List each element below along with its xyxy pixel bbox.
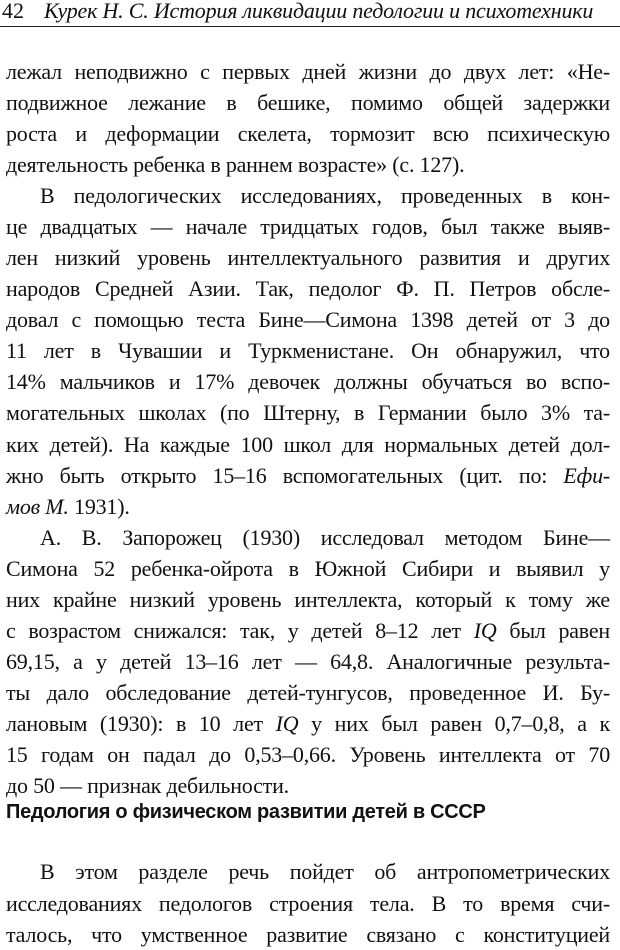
text-line: 69,15, а у детей 13–16 лет — 64,8. Аналогичные результа- [6, 649, 610, 674]
text-line: роста и деформации скелета, тормозит всю психическую [6, 121, 610, 146]
text-line: В педологических исследованиях, проведенных в кон- [40, 183, 610, 208]
text-line: талось, что умственное развитие связано с конституцией [6, 922, 610, 947]
header-rule [0, 26, 620, 27]
running-header [0, 0, 620, 26]
running-title: Курек Н. С. История ликвидации педологии и психотехники [44, 0, 594, 23]
text-line: довал с помощью теста Бине—Симона 1398 детей от 3 до [6, 307, 610, 332]
text-line: 15 годам он падал до 0,53–0,66. Уровень интеллекта от 70 [6, 742, 610, 767]
text-line: деятельность ребенка в раннем возрасте» (с. 127). [6, 152, 465, 177]
text-line: с возрастом снижался: так, у детей 8–12 лет IQ был равен [6, 618, 611, 643]
text-line: 11 лет в Чувашии и Туркменистане. Он обнаружил, что [6, 338, 610, 363]
page-number: 42 [2, 0, 24, 23]
text-line: мов М. 1931). [6, 494, 130, 519]
text-line: народов Средней Азии. Так, педолог Ф. П. Петров обсле- [6, 276, 610, 301]
text-line: ких детей). На каждые 100 школ для нормальных детей дол- [6, 432, 610, 457]
text-line: жно быть открыто 15–16 вспомогательных (цит. по: Ефи- [6, 463, 610, 488]
text-line: лен низкий уровень интеллектуального развития и других [6, 245, 610, 270]
text-line: А. В. Запорожец (1930) исследовал методом Бине— [40, 525, 610, 550]
text-line: исследованиях педологов строения тела. В то время счи- [6, 891, 610, 916]
text-line: лановым (1930): в 10 лет IQ у них был равен 0,7–0,8, а к [6, 711, 610, 736]
text-line: до 50 — признак дебильности. [6, 773, 289, 798]
section-heading: Педология о физическом развитии детей в СССР [6, 801, 486, 823]
text-line: них крайне низкий уровень интеллекта, который к тому же [6, 587, 610, 612]
text-line: Симона 52 ребенка-ойрота в Южной Сибири и выявил у [6, 556, 610, 581]
text-line: 14% мальчиков и 17% девочек должны обучаться во вспо- [6, 369, 610, 394]
text-line: подвижное лежание в бешике, помимо общей задержки [6, 90, 610, 115]
text-line: це двадцатых — начале тридцатых годов, был также выяв- [6, 214, 610, 239]
text-line: могательных школах (по Штерну, в Германии было 3% та- [6, 400, 610, 425]
text-line: лежал неподвижно с первых дней жизни до двух лет: «Не- [6, 59, 610, 84]
text-line: В этом разделе речь пойдет об антропометрических [40, 859, 610, 884]
text-line: ты дало обследование детей-тунгусов, проведенное И. Бу- [6, 680, 610, 705]
